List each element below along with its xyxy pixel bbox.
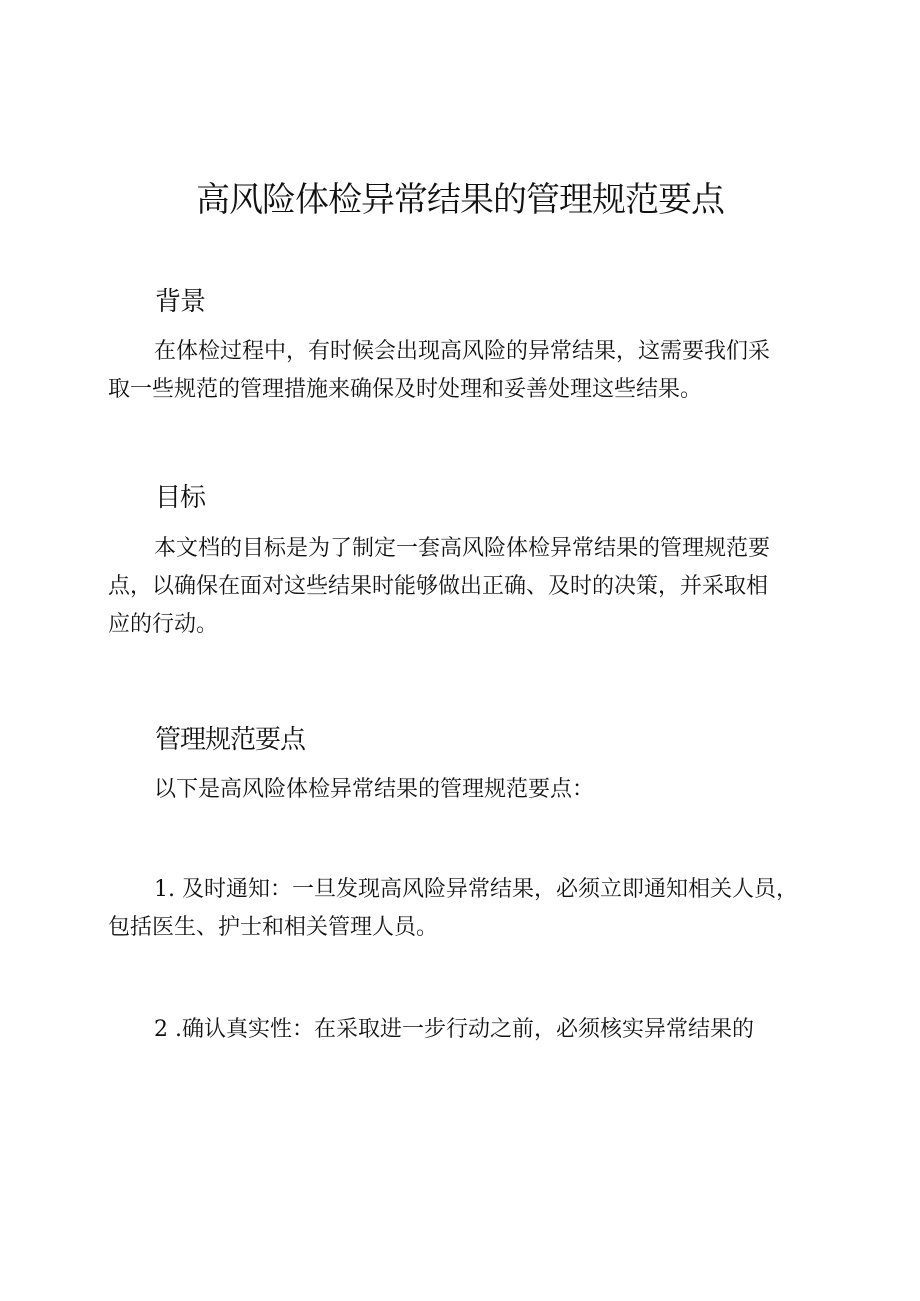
- paragraph-line: 以下是高风险体检异常结果的管理规范要点：: [154, 777, 595, 802]
- list-item-timely-notification: [108, 871, 820, 947]
- section-intro-management-points: [108, 771, 820, 809]
- section-heading-management-points: 管理规范要点: [155, 725, 306, 755]
- section-heading-goal: 目标: [155, 483, 206, 513]
- paragraph-line: 1. 及时通知：一旦发现高风险异常结果，必须立即通知相关人员，: [154, 877, 798, 902]
- paragraph-line: 点，以确保在面对这些结果时能够做出正确、及时的决策，并采取相: [108, 574, 769, 599]
- paragraph-line: 2 .确认真实性：在采取进一步行动之前，必须核实异常结果的: [154, 1017, 754, 1042]
- section-heading-background: 背景: [155, 287, 206, 317]
- paragraph-line: 包括医生、护士和相关管理人员。: [108, 915, 439, 940]
- paragraph-line: 本文档的目标是为了制定一套高风险体检异常结果的管理规范要: [154, 536, 771, 561]
- list-item-confirm-authenticity: [108, 1011, 820, 1049]
- paragraph-line: 在体检过程中，有时候会出现高风险的异常结果，这需要我们采: [154, 339, 771, 364]
- paragraph-line: 取一些规范的管理措施来确保及时处理和妥善处理这些结果。: [108, 377, 703, 402]
- paragraph-line: 应的行动。: [108, 612, 219, 637]
- section-paragraph-goal: [108, 530, 820, 644]
- section-paragraph-background: [108, 333, 820, 409]
- document-title: 高风险体检异常结果的管理规范要点: [196, 180, 724, 220]
